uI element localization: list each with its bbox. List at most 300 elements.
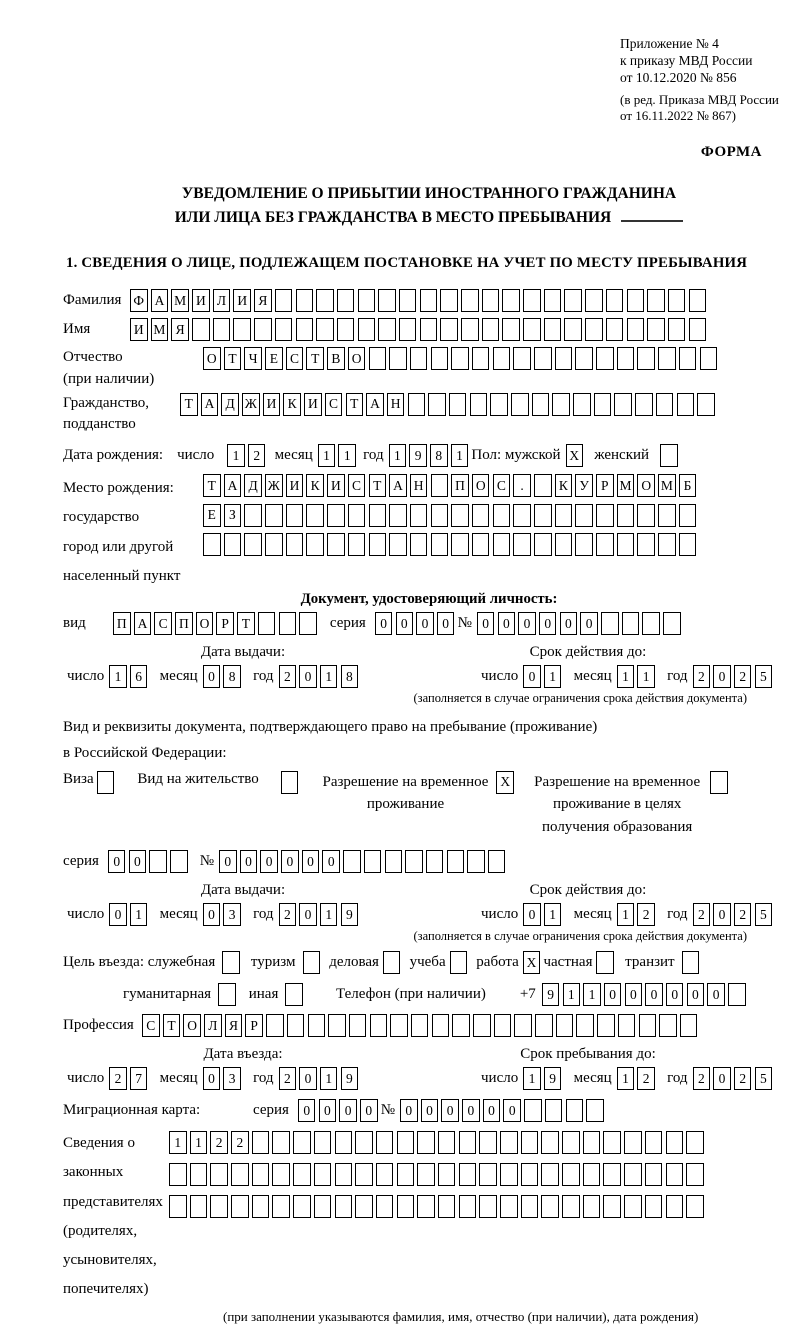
char-cell[interactable] (389, 504, 407, 527)
char-cell[interactable] (190, 1195, 208, 1218)
purpose-work-checkbox[interactable]: X (523, 951, 541, 974)
char-cell[interactable]: 3 (223, 903, 241, 926)
char-cell[interactable]: 0 (523, 665, 541, 688)
char-cell[interactable]: М (658, 474, 676, 497)
char-cell[interactable] (645, 1131, 663, 1154)
char-cell[interactable] (523, 318, 541, 341)
char-cell[interactable]: 1 (617, 903, 635, 926)
char-cell[interactable]: 0 (498, 612, 516, 635)
char-cell[interactable] (358, 318, 376, 341)
char-cell[interactable] (534, 347, 552, 370)
char-cell[interactable] (210, 1163, 228, 1186)
char-cell[interactable] (617, 533, 635, 556)
char-cell[interactable] (482, 289, 500, 312)
char-cell[interactable] (679, 504, 697, 527)
char-cell[interactable] (585, 289, 603, 312)
char-cell[interactable]: 6 (130, 665, 148, 688)
char-cell[interactable] (679, 347, 697, 370)
char-cell[interactable] (668, 289, 686, 312)
char-cell[interactable]: 1 (544, 903, 562, 926)
char-cell[interactable]: 9 (409, 444, 427, 467)
char-cell[interactable] (493, 347, 511, 370)
char-cell[interactable] (275, 289, 293, 312)
char-cell[interactable] (327, 533, 345, 556)
char-cell[interactable] (659, 1014, 677, 1037)
char-cell[interactable]: 2 (734, 665, 752, 688)
char-cell[interactable]: 0 (299, 665, 317, 688)
char-cell[interactable]: 9 (542, 983, 560, 1006)
char-cell[interactable] (583, 1131, 601, 1154)
char-cell[interactable]: С (348, 474, 366, 497)
temp-residence-edu-checkbox[interactable] (710, 771, 728, 794)
char-cell[interactable] (680, 1014, 698, 1037)
char-cell[interactable]: Д (221, 393, 239, 416)
char-cell[interactable]: 1 (617, 1067, 635, 1090)
char-cell[interactable] (679, 533, 697, 556)
char-cell[interactable] (438, 1195, 456, 1218)
char-cell[interactable]: 2 (637, 903, 655, 926)
char-cell[interactable] (316, 318, 334, 341)
char-cell[interactable]: Е (203, 504, 221, 527)
char-cell[interactable] (286, 504, 304, 527)
char-cell[interactable]: Р (596, 474, 614, 497)
sex-male-checkbox[interactable]: X (566, 444, 584, 467)
char-cell[interactable]: С (154, 612, 172, 635)
char-cell[interactable]: И (286, 474, 304, 497)
char-cell[interactable] (369, 347, 387, 370)
char-cell[interactable] (265, 533, 283, 556)
char-cell[interactable]: 8 (341, 665, 359, 688)
char-cell[interactable] (428, 393, 446, 416)
char-cell[interactable] (410, 347, 428, 370)
char-cell[interactable] (327, 504, 345, 527)
char-cell[interactable] (355, 1131, 373, 1154)
char-cell[interactable] (314, 1163, 332, 1186)
char-cell[interactable] (397, 1131, 415, 1154)
char-cell[interactable] (637, 533, 655, 556)
char-cell[interactable]: 5 (755, 665, 773, 688)
char-cell[interactable] (405, 850, 423, 873)
char-cell[interactable] (169, 1195, 187, 1218)
char-cell[interactable]: 0 (203, 665, 221, 688)
char-cell[interactable]: 2 (693, 1067, 711, 1090)
purpose-private-checkbox[interactable] (596, 951, 614, 974)
char-cell[interactable]: 0 (322, 850, 340, 873)
char-cell[interactable] (299, 612, 317, 635)
char-cell[interactable]: 2 (734, 903, 752, 926)
char-cell[interactable]: Л (213, 289, 231, 312)
char-cell[interactable] (459, 1195, 477, 1218)
char-cell[interactable] (451, 347, 469, 370)
char-cell[interactable] (461, 289, 479, 312)
char-cell[interactable] (286, 533, 304, 556)
char-cell[interactable] (562, 1195, 580, 1218)
char-cell[interactable] (514, 1014, 532, 1037)
char-cell[interactable]: 0 (260, 850, 278, 873)
char-cell[interactable] (389, 533, 407, 556)
char-cell[interactable]: 0 (477, 612, 495, 635)
char-cell[interactable]: 0 (713, 1067, 731, 1090)
char-cell[interactable]: 5 (755, 903, 773, 926)
char-cell[interactable] (555, 504, 573, 527)
char-cell[interactable] (293, 1195, 311, 1218)
char-cell[interactable]: 3 (223, 1067, 241, 1090)
char-cell[interactable] (635, 393, 653, 416)
char-cell[interactable]: Б (679, 474, 697, 497)
char-cell[interactable] (244, 504, 262, 527)
char-cell[interactable] (586, 1099, 604, 1122)
char-cell[interactable]: Т (224, 347, 242, 370)
char-cell[interactable]: 2 (693, 903, 711, 926)
char-cell[interactable] (272, 1195, 290, 1218)
char-cell[interactable]: 1 (190, 1131, 208, 1154)
char-cell[interactable] (170, 850, 188, 873)
char-cell[interactable] (645, 1195, 663, 1218)
purpose-other-checkbox[interactable] (285, 983, 303, 1006)
char-cell[interactable] (686, 1195, 704, 1218)
char-cell[interactable] (555, 347, 573, 370)
char-cell[interactable] (534, 504, 552, 527)
char-cell[interactable]: 0 (219, 850, 237, 873)
char-cell[interactable]: И (263, 393, 281, 416)
char-cell[interactable] (513, 347, 531, 370)
sex-female-checkbox[interactable] (660, 444, 678, 467)
char-cell[interactable] (689, 289, 707, 312)
char-cell[interactable]: . (513, 474, 531, 497)
char-cell[interactable] (169, 1163, 187, 1186)
char-cell[interactable]: 1 (563, 983, 581, 1006)
char-cell[interactable] (562, 1163, 580, 1186)
char-cell[interactable]: О (348, 347, 366, 370)
char-cell[interactable]: А (389, 474, 407, 497)
char-cell[interactable]: Т (346, 393, 364, 416)
char-cell[interactable]: Т (237, 612, 255, 635)
char-cell[interactable]: 0 (707, 983, 725, 1006)
char-cell[interactable]: А (151, 289, 169, 312)
char-cell[interactable] (337, 289, 355, 312)
char-cell[interactable]: 2 (279, 903, 297, 926)
char-cell[interactable] (658, 347, 676, 370)
char-cell[interactable]: 0 (281, 850, 299, 873)
char-cell[interactable]: В (327, 347, 345, 370)
char-cell[interactable]: Т (163, 1014, 181, 1037)
char-cell[interactable]: 2 (109, 1067, 127, 1090)
char-cell[interactable]: 0 (299, 1067, 317, 1090)
purpose-study-checkbox[interactable] (450, 951, 468, 974)
char-cell[interactable] (378, 289, 396, 312)
char-cell[interactable] (314, 1195, 332, 1218)
char-cell[interactable] (545, 1099, 563, 1122)
char-cell[interactable] (411, 1014, 429, 1037)
char-cell[interactable] (408, 393, 426, 416)
char-cell[interactable] (472, 347, 490, 370)
char-cell[interactable] (459, 1131, 477, 1154)
char-cell[interactable] (479, 1131, 497, 1154)
char-cell[interactable] (417, 1195, 435, 1218)
char-cell[interactable] (431, 504, 449, 527)
char-cell[interactable] (728, 983, 746, 1006)
char-cell[interactable]: 0 (203, 903, 221, 926)
char-cell[interactable]: 2 (279, 1067, 297, 1090)
char-cell[interactable] (583, 1163, 601, 1186)
char-cell[interactable] (355, 1195, 373, 1218)
purpose-tourism-checkbox[interactable] (303, 951, 321, 974)
char-cell[interactable] (482, 318, 500, 341)
purpose-commercial-checkbox[interactable] (383, 951, 401, 974)
char-cell[interactable]: М (151, 318, 169, 341)
char-cell[interactable]: И (304, 393, 322, 416)
char-cell[interactable] (618, 1014, 636, 1037)
char-cell[interactable] (431, 533, 449, 556)
char-cell[interactable] (203, 533, 221, 556)
purpose-transit-checkbox[interactable] (682, 951, 700, 974)
char-cell[interactable] (686, 1163, 704, 1186)
char-cell[interactable]: 1 (109, 665, 127, 688)
char-cell[interactable] (378, 318, 396, 341)
char-cell[interactable] (258, 612, 276, 635)
char-cell[interactable]: М (171, 289, 189, 312)
char-cell[interactable]: Р (245, 1014, 263, 1037)
char-cell[interactable] (686, 1131, 704, 1154)
char-cell[interactable] (627, 318, 645, 341)
char-cell[interactable]: 2 (210, 1131, 228, 1154)
char-cell[interactable] (447, 850, 465, 873)
char-cell[interactable]: П (113, 612, 131, 635)
char-cell[interactable] (624, 1131, 642, 1154)
char-cell[interactable]: К (555, 474, 573, 497)
char-cell[interactable] (467, 850, 485, 873)
char-cell[interactable] (656, 393, 674, 416)
char-cell[interactable]: 2 (637, 1067, 655, 1090)
residence-permit-checkbox[interactable] (281, 771, 299, 794)
char-cell[interactable] (376, 1163, 394, 1186)
char-cell[interactable] (666, 1131, 684, 1154)
char-cell[interactable] (265, 504, 283, 527)
char-cell[interactable] (479, 1195, 497, 1218)
char-cell[interactable] (369, 504, 387, 527)
char-cell[interactable] (449, 393, 467, 416)
char-cell[interactable]: Д (244, 474, 262, 497)
char-cell[interactable] (500, 1195, 518, 1218)
char-cell[interactable]: С (142, 1014, 160, 1037)
char-cell[interactable]: 0 (625, 983, 643, 1006)
char-cell[interactable]: 0 (400, 1099, 418, 1122)
char-cell[interactable] (597, 1014, 615, 1037)
char-cell[interactable]: Р (216, 612, 234, 635)
char-cell[interactable] (440, 318, 458, 341)
char-cell[interactable] (385, 850, 403, 873)
char-cell[interactable] (658, 504, 676, 527)
char-cell[interactable] (314, 1131, 332, 1154)
char-cell[interactable] (627, 289, 645, 312)
purpose-humanitarian-checkbox[interactable] (218, 983, 236, 1006)
char-cell[interactable]: 0 (319, 1099, 337, 1122)
char-cell[interactable] (603, 1131, 621, 1154)
char-cell[interactable]: Т (306, 347, 324, 370)
char-cell[interactable]: 5 (755, 1067, 773, 1090)
char-cell[interactable]: Я (254, 289, 272, 312)
char-cell[interactable]: 0 (580, 612, 598, 635)
char-cell[interactable] (233, 318, 251, 341)
char-cell[interactable] (576, 1014, 594, 1037)
char-cell[interactable]: 2 (248, 444, 266, 467)
char-cell[interactable] (192, 318, 210, 341)
char-cell[interactable] (287, 1014, 305, 1037)
char-cell[interactable]: 0 (560, 612, 578, 635)
char-cell[interactable] (431, 474, 449, 497)
char-cell[interactable] (417, 1163, 435, 1186)
char-cell[interactable]: 0 (713, 665, 731, 688)
char-cell[interactable] (306, 504, 324, 527)
char-cell[interactable] (272, 1163, 290, 1186)
char-cell[interactable] (555, 533, 573, 556)
char-cell[interactable]: К (283, 393, 301, 416)
char-cell[interactable]: С (493, 474, 511, 497)
char-cell[interactable] (594, 393, 612, 416)
char-cell[interactable] (149, 850, 167, 873)
char-cell[interactable]: 2 (279, 665, 297, 688)
char-cell[interactable] (370, 1014, 388, 1037)
char-cell[interactable] (524, 1099, 542, 1122)
char-cell[interactable] (397, 1163, 415, 1186)
char-cell[interactable] (190, 1163, 208, 1186)
char-cell[interactable] (606, 318, 624, 341)
char-cell[interactable] (337, 318, 355, 341)
char-cell[interactable] (556, 1014, 574, 1037)
char-cell[interactable] (493, 504, 511, 527)
char-cell[interactable]: 1 (338, 444, 356, 467)
char-cell[interactable]: К (306, 474, 324, 497)
char-cell[interactable]: 1 (637, 665, 655, 688)
char-cell[interactable]: О (196, 612, 214, 635)
char-cell[interactable]: 0 (339, 1099, 357, 1122)
char-cell[interactable]: 9 (341, 903, 359, 926)
char-cell[interactable] (564, 318, 582, 341)
char-cell[interactable] (642, 612, 660, 635)
char-cell[interactable]: 0 (462, 1099, 480, 1122)
char-cell[interactable] (231, 1195, 249, 1218)
char-cell[interactable]: Ф (130, 289, 148, 312)
char-cell[interactable] (494, 1014, 512, 1037)
char-cell[interactable] (541, 1195, 559, 1218)
char-cell[interactable]: 0 (503, 1099, 521, 1122)
char-cell[interactable]: 0 (375, 612, 393, 635)
char-cell[interactable] (647, 289, 665, 312)
char-cell[interactable]: 0 (302, 850, 320, 873)
char-cell[interactable]: 7 (130, 1067, 148, 1090)
char-cell[interactable]: 0 (203, 1067, 221, 1090)
char-cell[interactable] (252, 1131, 270, 1154)
char-cell[interactable] (624, 1163, 642, 1186)
char-cell[interactable] (440, 289, 458, 312)
char-cell[interactable] (500, 1131, 518, 1154)
char-cell[interactable] (376, 1131, 394, 1154)
char-cell[interactable]: 0 (666, 983, 684, 1006)
char-cell[interactable] (541, 1131, 559, 1154)
char-cell[interactable]: 1 (389, 444, 407, 467)
char-cell[interactable] (308, 1014, 326, 1037)
char-cell[interactable] (513, 533, 531, 556)
char-cell[interactable]: 0 (396, 612, 414, 635)
char-cell[interactable] (451, 504, 469, 527)
char-cell[interactable]: О (203, 347, 221, 370)
char-cell[interactable] (544, 318, 562, 341)
purpose-business-checkbox[interactable] (222, 951, 240, 974)
char-cell[interactable] (210, 1195, 228, 1218)
char-cell[interactable] (689, 318, 707, 341)
char-cell[interactable] (606, 289, 624, 312)
char-cell[interactable] (293, 1131, 311, 1154)
char-cell[interactable]: 0 (360, 1099, 378, 1122)
char-cell[interactable] (348, 533, 366, 556)
char-cell[interactable] (566, 1099, 584, 1122)
char-cell[interactable] (532, 393, 550, 416)
char-cell[interactable]: А (224, 474, 242, 497)
char-cell[interactable]: У (575, 474, 593, 497)
char-cell[interactable]: 1 (451, 444, 469, 467)
char-cell[interactable] (335, 1131, 353, 1154)
char-cell[interactable] (575, 533, 593, 556)
char-cell[interactable] (603, 1195, 621, 1218)
char-cell[interactable]: О (183, 1014, 201, 1037)
char-cell[interactable] (431, 347, 449, 370)
char-cell[interactable] (668, 318, 686, 341)
char-cell[interactable] (254, 318, 272, 341)
char-cell[interactable]: 2 (734, 1067, 752, 1090)
char-cell[interactable] (296, 289, 314, 312)
char-cell[interactable]: 1 (169, 1131, 187, 1154)
char-cell[interactable]: Е (265, 347, 283, 370)
char-cell[interactable] (472, 504, 490, 527)
char-cell[interactable]: 8 (430, 444, 448, 467)
char-cell[interactable] (596, 533, 614, 556)
char-cell[interactable]: И (327, 474, 345, 497)
char-cell[interactable]: 0 (299, 903, 317, 926)
char-cell[interactable]: 8 (223, 665, 241, 688)
char-cell[interactable]: 1 (130, 903, 148, 926)
char-cell[interactable]: 0 (109, 903, 127, 926)
char-cell[interactable] (461, 318, 479, 341)
char-cell[interactable]: П (175, 612, 193, 635)
char-cell[interactable] (666, 1163, 684, 1186)
char-cell[interactable] (617, 347, 635, 370)
char-cell[interactable] (521, 1163, 539, 1186)
char-cell[interactable]: 1 (318, 444, 336, 467)
char-cell[interactable] (677, 393, 695, 416)
char-cell[interactable] (617, 504, 635, 527)
char-cell[interactable] (420, 318, 438, 341)
char-cell[interactable] (534, 474, 552, 497)
char-cell[interactable] (534, 533, 552, 556)
char-cell[interactable]: Т (180, 393, 198, 416)
char-cell[interactable]: 0 (523, 903, 541, 926)
char-cell[interactable]: 0 (416, 612, 434, 635)
char-cell[interactable] (369, 533, 387, 556)
char-cell[interactable] (573, 393, 591, 416)
char-cell[interactable] (637, 504, 655, 527)
char-cell[interactable] (438, 1163, 456, 1186)
char-cell[interactable]: 0 (441, 1099, 459, 1122)
char-cell[interactable] (420, 289, 438, 312)
char-cell[interactable] (390, 1014, 408, 1037)
char-cell[interactable]: Т (369, 474, 387, 497)
char-cell[interactable] (645, 1163, 663, 1186)
char-cell[interactable]: Ч (244, 347, 262, 370)
char-cell[interactable] (432, 1014, 450, 1037)
char-cell[interactable] (490, 393, 508, 416)
temp-residence-checkbox[interactable]: X (496, 771, 514, 794)
char-cell[interactable] (647, 318, 665, 341)
